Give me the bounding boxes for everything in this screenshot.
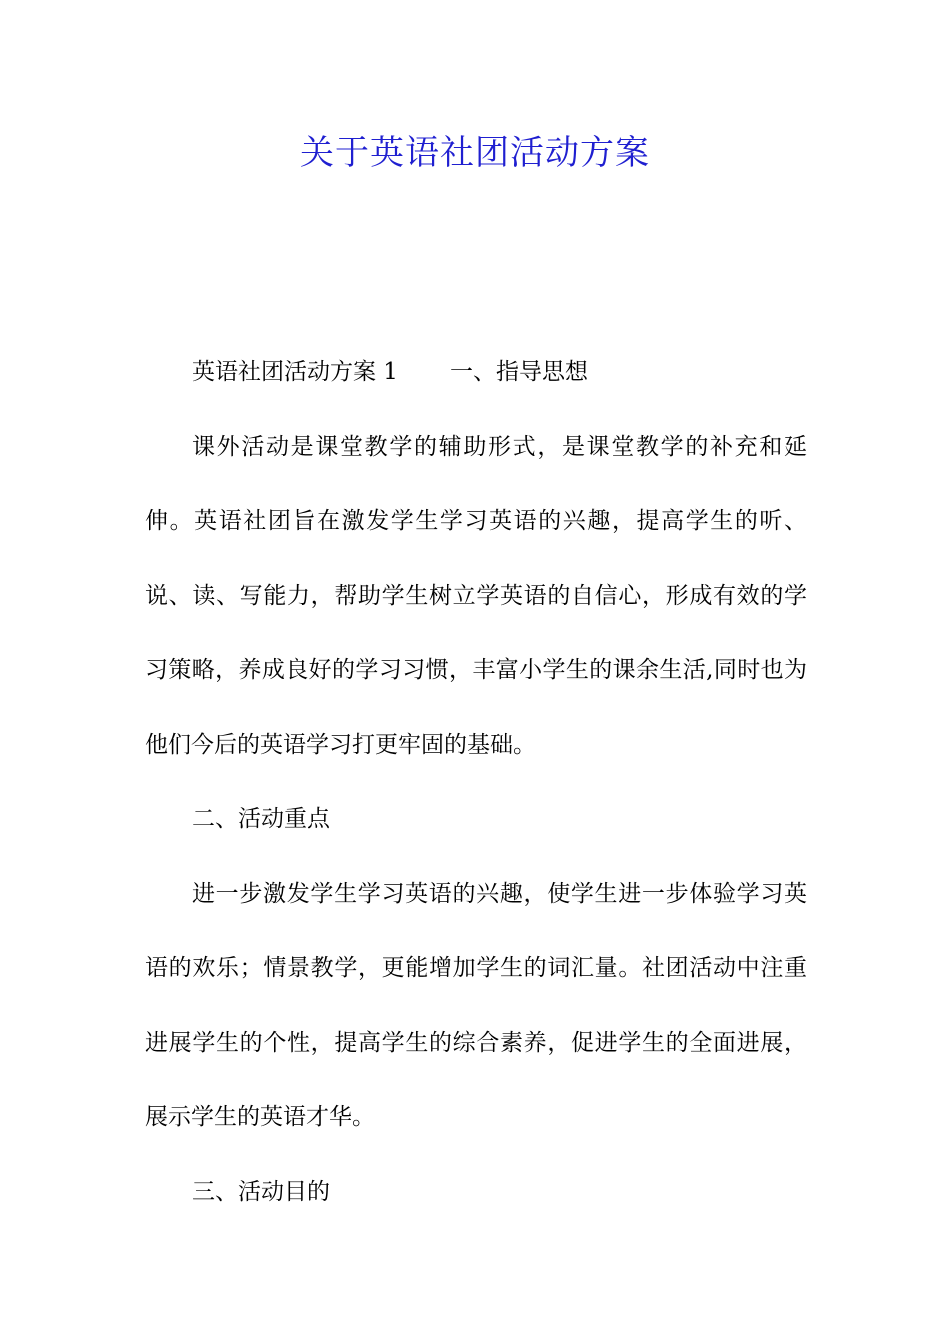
- paragraph-heading-1: [145, 335, 807, 410]
- section-heading-2: 二、活动重点: [192, 806, 330, 832]
- plan-label: 英语社团活动方案 1: [192, 359, 398, 385]
- document-body: [145, 335, 807, 1229]
- section-heading-1: 一、指导思想: [449, 359, 588, 385]
- section-heading-3: 三、活动目的: [192, 1178, 330, 1205]
- paragraph-2: 进一步激发学生学习英语的兴趣，使学生进一步体验学习英语的欢乐；情景教学，更能增加学生的词汇量。社团活动中注重进展学生的个性，提高学生的综合素养，促进学生的全面进展，展示学生的英语才华。: [145, 880, 807, 1130]
- document-title: 关于英语社团活动方案: [300, 133, 650, 173]
- paragraph-1: 课外活动是课堂教学的辅助形式，是课堂教学的补充和延伸。英语社团旨在激发学生学习英语的兴趣，提高学生的听、说、读、写能力，帮助学生树立学英语的自信心，形成有效的学习策略，养成良好的学习习惯，丰富小学生的课余生活,同时也为他们今后的英语学习打更牢固的基础。: [145, 433, 807, 758]
